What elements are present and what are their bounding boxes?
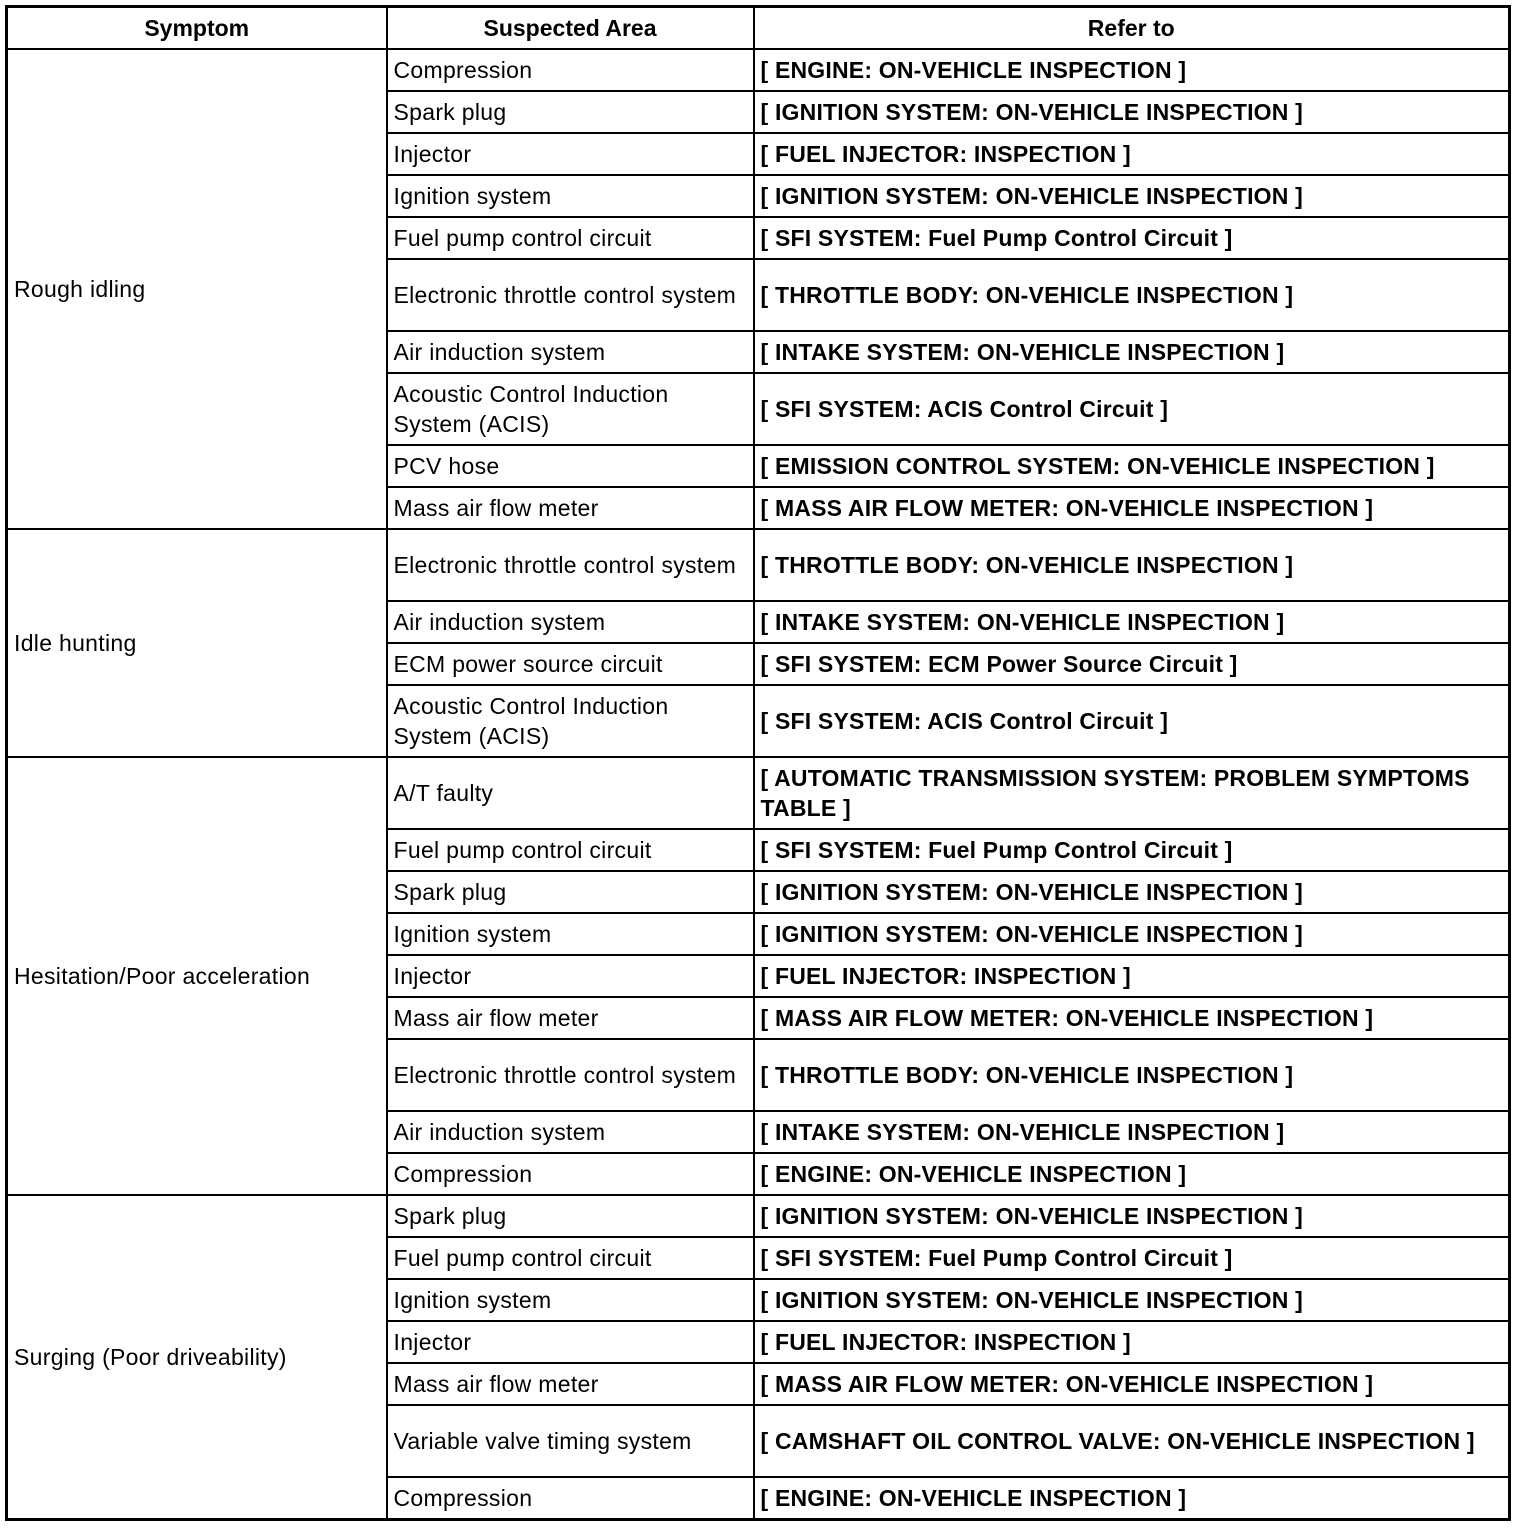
suspected-area-cell: Air induction system [387,601,754,643]
refer-to-link[interactable]: [ EMISSION CONTROL SYSTEM: ON-VEHICLE INSPECTION ] [754,445,1510,487]
refer-to-link[interactable]: [ INTAKE SYSTEM: ON-VEHICLE INSPECTION ] [754,601,1510,643]
refer-to-link[interactable]: [ ENGINE: ON-VEHICLE INSPECTION ] [754,1153,1510,1195]
refer-to-link[interactable]: [ SFI SYSTEM: Fuel Pump Control Circuit ] [754,217,1510,259]
refer-to-link[interactable]: [ IGNITION SYSTEM: ON-VEHICLE INSPECTION ] [754,175,1510,217]
refer-to-link[interactable]: [ THROTTLE BODY: ON-VEHICLE INSPECTION ] [754,1039,1510,1111]
header-symptom: Symptom [7,7,387,50]
suspected-area-cell: Spark plug [387,871,754,913]
suspected-area-cell: Compression [387,1477,754,1520]
refer-to-link[interactable]: [ IGNITION SYSTEM: ON-VEHICLE INSPECTION ] [754,1195,1510,1237]
suspected-area-cell: Injector [387,133,754,175]
refer-to-link[interactable]: [ IGNITION SYSTEM: ON-VEHICLE INSPECTION ] [754,1279,1510,1321]
suspected-area-cell: Mass air flow meter [387,487,754,529]
suspected-area-cell: Air induction system [387,331,754,373]
refer-to-link[interactable]: [ INTAKE SYSTEM: ON-VEHICLE INSPECTION ] [754,1111,1510,1153]
header-row [7,7,1510,50]
symptom-cell: Idle hunting [7,529,387,757]
suspected-area-cell: Compression [387,1153,754,1195]
suspected-area-cell: Variable valve timing system [387,1405,754,1477]
suspected-area-cell: ECM power source circuit [387,643,754,685]
suspected-area-cell: Electronic throttle control system [387,1039,754,1111]
table-body [7,49,1510,1520]
suspected-area-cell: A/T faulty [387,757,754,829]
refer-to-link[interactable]: [ MASS AIR FLOW METER: ON-VEHICLE INSPECTION ] [754,487,1510,529]
suspected-area-cell: Acoustic Control Induction System (ACIS) [387,685,754,757]
refer-to-link[interactable]: [ SFI SYSTEM: ACIS Control Circuit ] [754,373,1510,445]
refer-to-link[interactable]: [ MASS AIR FLOW METER: ON-VEHICLE INSPECTION ] [754,997,1510,1039]
symptom-cell: Hesitation/Poor acceleration [7,757,387,1195]
refer-to-link[interactable]: [ AUTOMATIC TRANSMISSION SYSTEM: PROBLEM SYMPTOMS TABLE ] [754,757,1510,829]
suspected-area-cell: Spark plug [387,91,754,133]
refer-to-link[interactable]: [ SFI SYSTEM: ACIS Control Circuit ] [754,685,1510,757]
suspected-area-cell: Electronic throttle control system [387,259,754,331]
suspected-area-cell: Ignition system [387,913,754,955]
suspected-area-cell: Acoustic Control Induction System (ACIS) [387,373,754,445]
refer-to-link[interactable]: [ CAMSHAFT OIL CONTROL VALVE: ON-VEHICLE INSPECTION ] [754,1405,1510,1477]
suspected-area-cell: Injector [387,1321,754,1363]
suspected-area-cell: Ignition system [387,175,754,217]
refer-to-link[interactable]: [ THROTTLE BODY: ON-VEHICLE INSPECTION ] [754,529,1510,601]
table-row [7,1195,1510,1237]
refer-to-link[interactable]: [ ENGINE: ON-VEHICLE INSPECTION ] [754,49,1510,91]
refer-to-link[interactable]: [ IGNITION SYSTEM: ON-VEHICLE INSPECTION ] [754,91,1510,133]
suspected-area-cell: Fuel pump control circuit [387,1237,754,1279]
refer-to-link[interactable]: [ THROTTLE BODY: ON-VEHICLE INSPECTION ] [754,259,1510,331]
suspected-area-cell: Injector [387,955,754,997]
refer-to-link[interactable]: [ IGNITION SYSTEM: ON-VEHICLE INSPECTION ] [754,871,1510,913]
header-suspected-area: Suspected Area [387,7,754,50]
symptom-cell: Surging (Poor driveability) [7,1195,387,1520]
refer-to-link[interactable]: [ FUEL INJECTOR: INSPECTION ] [754,1321,1510,1363]
refer-to-link[interactable]: [ SFI SYSTEM: Fuel Pump Control Circuit ] [754,829,1510,871]
suspected-area-cell: Compression [387,49,754,91]
symptom-cell: Rough idling [7,49,387,529]
suspected-area-cell: Ignition system [387,1279,754,1321]
refer-to-link[interactable]: [ INTAKE SYSTEM: ON-VEHICLE INSPECTION ] [754,331,1510,373]
table-row [7,529,1510,601]
suspected-area-cell: PCV hose [387,445,754,487]
suspected-area-cell: Air induction system [387,1111,754,1153]
refer-to-link[interactable]: [ MASS AIR FLOW METER: ON-VEHICLE INSPECTION ] [754,1363,1510,1405]
table-row [7,757,1510,829]
refer-to-link[interactable]: [ SFI SYSTEM: Fuel Pump Control Circuit ] [754,1237,1510,1279]
refer-to-link[interactable]: [ FUEL INJECTOR: INSPECTION ] [754,133,1510,175]
suspected-area-cell: Spark plug [387,1195,754,1237]
refer-to-link[interactable]: [ FUEL INJECTOR: INSPECTION ] [754,955,1510,997]
header-refer-to: Refer to [754,7,1510,50]
table-row [7,49,1510,91]
suspected-area-cell: Fuel pump control circuit [387,217,754,259]
suspected-area-cell: Mass air flow meter [387,997,754,1039]
suspected-area-cell: Electronic throttle control system [387,529,754,601]
refer-to-link[interactable]: [ SFI SYSTEM: ECM Power Source Circuit ] [754,643,1510,685]
refer-to-link[interactable]: [ ENGINE: ON-VEHICLE INSPECTION ] [754,1477,1510,1520]
refer-to-link[interactable]: [ IGNITION SYSTEM: ON-VEHICLE INSPECTION ] [754,913,1510,955]
suspected-area-cell: Fuel pump control circuit [387,829,754,871]
problem-symptoms-table [5,5,1511,1521]
suspected-area-cell: Mass air flow meter [387,1363,754,1405]
